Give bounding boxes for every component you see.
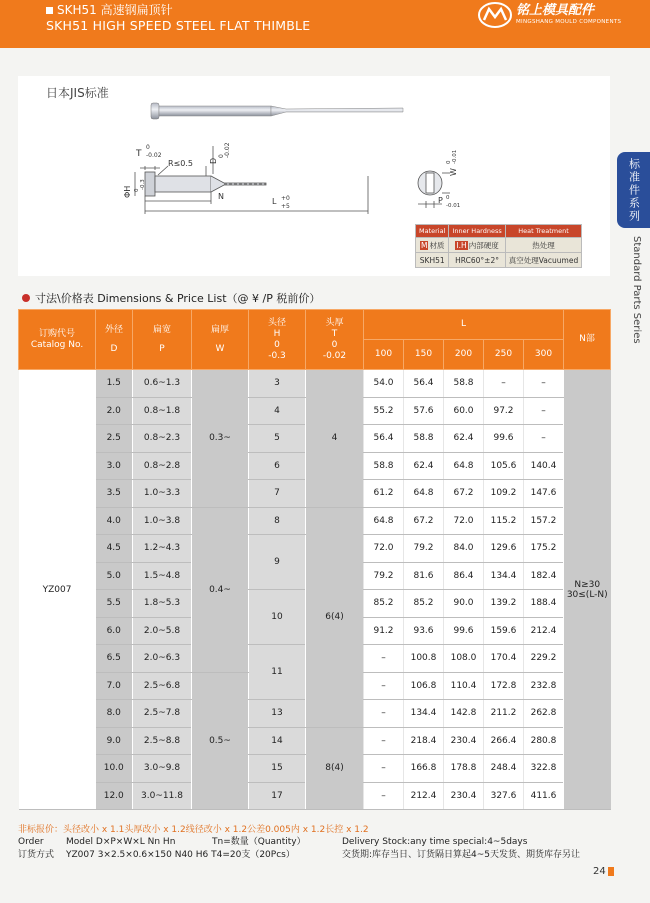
cell-t: 8(4) [306, 727, 364, 810]
cell-l-300: 212.4 [524, 617, 564, 645]
cell-l-300: 188.4 [524, 590, 564, 618]
cell-p: 3.0~11.8 [133, 782, 192, 810]
n-note-2: 30≤(L-N) [566, 589, 608, 600]
cell-l-200: 110.4 [444, 672, 484, 700]
dim-H-tol-bot: -0.3 [140, 179, 146, 190]
cell-l-300: – [524, 425, 564, 453]
order-info [18, 836, 580, 862]
cell-p: 1.8~5.3 [133, 590, 192, 618]
cell-l-300: 157.2 [524, 507, 564, 535]
brand-mark-icon [478, 2, 512, 28]
dim-P-tol-top: 0 [446, 195, 450, 201]
cell-p: 1.5~4.8 [133, 562, 192, 590]
standard-title: 日本JIS标准 [46, 86, 109, 100]
dim-T-tol-bot: -0.02 [146, 152, 162, 159]
bullet-dot-icon [22, 294, 30, 302]
cell-l-200: 142.8 [444, 700, 484, 728]
cell-h: 10 [249, 590, 306, 645]
cell-l-300: 411.6 [524, 782, 564, 810]
order-label-cn: 订货方式 [18, 850, 55, 860]
header-title-en: SKH51 HIGH SPEED STEEL FLAT THIMBLE [46, 18, 311, 33]
cell-l-200: 178.8 [444, 755, 484, 783]
cell-d: 2.5 [96, 425, 133, 453]
cell-l-150: 62.4 [404, 452, 444, 480]
cell-l-150: 93.6 [404, 617, 444, 645]
cell-l-150: 79.2 [404, 535, 444, 563]
header-l-250: 250 [484, 340, 524, 370]
cell-d: 2.0 [96, 397, 133, 425]
cell-l-250: 109.2 [484, 480, 524, 508]
cell-l-200: 62.4 [444, 425, 484, 453]
cell-l-300: 322.8 [524, 755, 564, 783]
order-delivery-cn: 交货期:库存当日、订货隔日算起4~5天发货、期货库存另让 [342, 850, 581, 860]
cell-d: 3.5 [96, 480, 133, 508]
cell-d: 7.0 [96, 672, 133, 700]
cell-d: 6.0 [96, 617, 133, 645]
cell-l-150: 166.8 [404, 755, 444, 783]
cell-h: 15 [249, 755, 306, 783]
cell-h: 7 [249, 480, 306, 508]
dim-N-label: N [218, 192, 224, 201]
cell-l-100: 54.0 [364, 370, 404, 398]
dim-W-label: W [449, 168, 458, 176]
cell-w: 0.3~ [192, 370, 249, 508]
heat-value: 真空处理Vacuumed [505, 253, 581, 268]
side-tab-standard-parts: 标准件系列 [617, 152, 650, 228]
cell-p: 1.0~3.3 [133, 480, 192, 508]
cell-l-150: 56.4 [404, 370, 444, 398]
header-title-cn: SKH51 高速钢扁顶针 [57, 3, 173, 17]
page-number: 24 [593, 866, 614, 877]
cell-h: 3 [249, 370, 306, 398]
dim-W-tol-top: 0 [446, 160, 452, 164]
cell-d: 6.5 [96, 645, 133, 673]
header-l-100: 100 [364, 340, 404, 370]
header-n: N部 [564, 310, 611, 370]
cell-l-250: 99.6 [484, 425, 524, 453]
cell-h: 8 [249, 507, 306, 535]
cell-l-150: 212.4 [404, 782, 444, 810]
cell-p: 2.5~6.8 [133, 672, 192, 700]
cell-w: 0.5~ [192, 672, 249, 810]
dim-T-tol-top: 0 [146, 144, 150, 151]
cell-l-250: 134.4 [484, 562, 524, 590]
cell-p: 3.0~9.8 [133, 755, 192, 783]
cell-l-250: 172.8 [484, 672, 524, 700]
cell-l-100: – [364, 755, 404, 783]
cell-t: 6(4) [306, 507, 364, 727]
cell-d: 12.0 [96, 782, 133, 810]
dim-D-label: D [209, 157, 218, 164]
cell-l-200: 84.0 [444, 535, 484, 563]
cell-p: 2.5~7.8 [133, 700, 192, 728]
cell-p: 1.2~4.3 [133, 535, 192, 563]
cell-d: 3.0 [96, 452, 133, 480]
cell-l-250: – [484, 370, 524, 398]
header-l-200: 200 [444, 340, 484, 370]
cell-l-100: – [364, 672, 404, 700]
cell-l-300: 140.4 [524, 452, 564, 480]
cell-l-200: 86.4 [444, 562, 484, 590]
price-table-body [19, 370, 611, 810]
hardness-header: Inner Hardness [449, 225, 505, 238]
cell-l-250: 115.2 [484, 507, 524, 535]
dim-D-tol-top: 0 [218, 154, 225, 158]
cell-l-150: 100.8 [404, 645, 444, 673]
header-l-150: 150 [404, 340, 444, 370]
catalog-number: YZ007 [19, 370, 96, 810]
cell-l-250: 211.2 [484, 700, 524, 728]
cell-l-100: 91.2 [364, 617, 404, 645]
cell-d: 1.5 [96, 370, 133, 398]
pin-side-view [135, 146, 368, 214]
cell-l-200: 64.8 [444, 452, 484, 480]
cell-l-200: 90.0 [444, 590, 484, 618]
brand-name-en: MINGSHANG MOULD COMPONENTS [516, 19, 622, 25]
material-cn-cell [416, 238, 449, 253]
table-row [19, 370, 611, 398]
cell-l-100: – [364, 645, 404, 673]
cell-l-150: 57.6 [404, 397, 444, 425]
cell-l-200: 230.4 [444, 727, 484, 755]
header-d: 外径 D [96, 310, 133, 370]
bullet-square-icon [46, 7, 53, 14]
cell-l-250: 327.6 [484, 782, 524, 810]
header-p: 扁宽 P [133, 310, 192, 370]
cell-l-100: 85.2 [364, 590, 404, 618]
material-header: Material [416, 225, 449, 238]
cell-l-250: 97.2 [484, 397, 524, 425]
header-h: 头径 H 0 -0.3 [249, 310, 306, 370]
cell-l-250: 129.6 [484, 535, 524, 563]
cell-h: 9 [249, 535, 306, 590]
cell-p: 2.0~6.3 [133, 645, 192, 673]
dim-H-label: ΦH [123, 185, 132, 198]
dim-L-tol-bot: +5 [281, 203, 290, 210]
cell-l-100: 55.2 [364, 397, 404, 425]
cell-l-200: 72.0 [444, 507, 484, 535]
dim-P-tol-bot: -0.01 [446, 203, 461, 209]
order-example: YZ007 3×2.5×0.6×150 N40 H6 T4=20支（20Pcs） [66, 850, 295, 860]
header-catalog: 订购代号 Catalog No. [19, 310, 96, 370]
cell-p: 0.8~1.8 [133, 397, 192, 425]
cell-l-300: 280.8 [524, 727, 564, 755]
cell-l-200: 60.0 [444, 397, 484, 425]
cell-t: 4 [306, 370, 364, 508]
page-marker-icon [608, 867, 614, 876]
cell-p: 0.8~2.8 [133, 452, 192, 480]
order-model: Model D×P×W×L Nn Hn [66, 837, 176, 847]
cell-l-300: 147.6 [524, 480, 564, 508]
material-box: M [420, 240, 428, 250]
cell-l-150: 85.2 [404, 590, 444, 618]
cell-n-note [564, 370, 611, 810]
cell-l-300: 262.8 [524, 700, 564, 728]
header-t: 头厚 T 0 -0.02 [306, 310, 364, 370]
hardness-cn: 内部硬度 [468, 240, 499, 250]
header-l-300: 300 [524, 340, 564, 370]
cell-h: 5 [249, 425, 306, 453]
cell-h: 4 [249, 397, 306, 425]
cell-l-250: 139.2 [484, 590, 524, 618]
cell-p: 0.6~1.3 [133, 370, 192, 398]
cell-p: 2.5~8.8 [133, 727, 192, 755]
header-l: L [364, 310, 564, 340]
brand-logo [478, 2, 621, 28]
cell-l-150: 134.4 [404, 700, 444, 728]
dim-H-tol-top: 0 [134, 188, 140, 192]
cell-l-100: – [364, 782, 404, 810]
cell-l-300: 232.8 [524, 672, 564, 700]
cell-l-100: 79.2 [364, 562, 404, 590]
cell-d: 5.5 [96, 590, 133, 618]
cell-l-100: 58.8 [364, 452, 404, 480]
header-w: 扁厚 W [192, 310, 249, 370]
cell-p: 0.8~2.3 [133, 425, 192, 453]
cell-d: 5.0 [96, 562, 133, 590]
pin-photo [151, 103, 403, 119]
cell-l-100: 64.8 [364, 507, 404, 535]
cell-d: 8.0 [96, 700, 133, 728]
dim-L-label: L [272, 197, 277, 206]
cell-l-100: 61.2 [364, 480, 404, 508]
cell-h: 11 [249, 645, 306, 700]
dim-R-label: R≤0.5 [168, 159, 193, 168]
cell-l-100: 72.0 [364, 535, 404, 563]
dim-D-tol-bot: -0.02 [224, 142, 231, 158]
cell-h: 6 [249, 452, 306, 480]
order-delivery-en: Delivery Stock:any time special:4~5days [342, 837, 528, 847]
dim-W-tol-bot: -0.01 [452, 149, 458, 164]
cell-l-250: 159.6 [484, 617, 524, 645]
heat-cn: 热处理 [505, 238, 581, 253]
dim-T-label: T [136, 149, 142, 159]
cell-l-300: – [524, 397, 564, 425]
order-quantity: Tn=数量（Quantity） [212, 837, 306, 847]
section-title-text: 寸法\价格表 Dimensions & Price List（@ ¥ /P 税前价） [35, 292, 321, 305]
cell-h: 13 [249, 700, 306, 728]
hardness-box: I.H [456, 240, 467, 250]
dim-P-label: P [438, 196, 443, 205]
cell-p: 2.0~5.8 [133, 617, 192, 645]
cell-l-150: 67.2 [404, 507, 444, 535]
cell-w: 0.4~ [192, 507, 249, 672]
cell-h: 14 [249, 727, 306, 755]
cell-l-250: 105.6 [484, 452, 524, 480]
material-table [415, 224, 582, 268]
order-label-en: Order [18, 837, 44, 847]
cell-l-200: 58.8 [444, 370, 484, 398]
cell-l-100: – [364, 700, 404, 728]
n-note-1: N≥30 [574, 579, 601, 590]
cell-d: 4.5 [96, 535, 133, 563]
cell-l-150: 218.4 [404, 727, 444, 755]
cell-l-250: 170.4 [484, 645, 524, 673]
drawing-panel [18, 76, 610, 276]
dim-L-tol-top: +0 [281, 195, 290, 202]
cell-l-100: – [364, 727, 404, 755]
cell-l-200: 108.0 [444, 645, 484, 673]
cell-l-300: 175.2 [524, 535, 564, 563]
material-cn: 材质 [429, 240, 445, 250]
cell-l-300: – [524, 370, 564, 398]
cell-l-250: 248.4 [484, 755, 524, 783]
cell-p: 1.0~3.8 [133, 507, 192, 535]
hardness-cn-cell [449, 238, 505, 253]
brand-name-cn: 铭上模具配件 [516, 3, 595, 18]
price-table [18, 309, 611, 810]
cell-l-200: 67.2 [444, 480, 484, 508]
cell-l-250: 266.4 [484, 727, 524, 755]
nonstandard-note: 非标报价：头径改小 x 1.1头厚改小 x 1.2线径改小 x 1.2公差0.005内 x 1.2长控 x 1.2 [18, 825, 369, 835]
side-label-en: Standard Parts Series [631, 236, 642, 344]
header-titles [46, 2, 310, 34]
cell-h: 17 [249, 782, 306, 810]
section-title [22, 290, 320, 306]
cell-l-100: 56.4 [364, 425, 404, 453]
page-header [0, 0, 650, 48]
cell-l-150: 81.6 [404, 562, 444, 590]
hardness-value: HRC60°±2° [449, 253, 505, 268]
cell-l-200: 99.6 [444, 617, 484, 645]
cell-d: 4.0 [96, 507, 133, 535]
cell-l-300: 182.4 [524, 562, 564, 590]
heat-header: Heat Treatment [505, 225, 581, 238]
table-row [19, 507, 611, 535]
material-value: SKH51 [416, 253, 449, 268]
cell-l-150: 106.8 [404, 672, 444, 700]
cell-l-300: 229.2 [524, 645, 564, 673]
cell-d: 10.0 [96, 755, 133, 783]
cell-l-150: 58.8 [404, 425, 444, 453]
table-row [19, 727, 611, 755]
cell-d: 9.0 [96, 727, 133, 755]
cell-l-200: 230.4 [444, 782, 484, 810]
cell-l-150: 64.8 [404, 480, 444, 508]
